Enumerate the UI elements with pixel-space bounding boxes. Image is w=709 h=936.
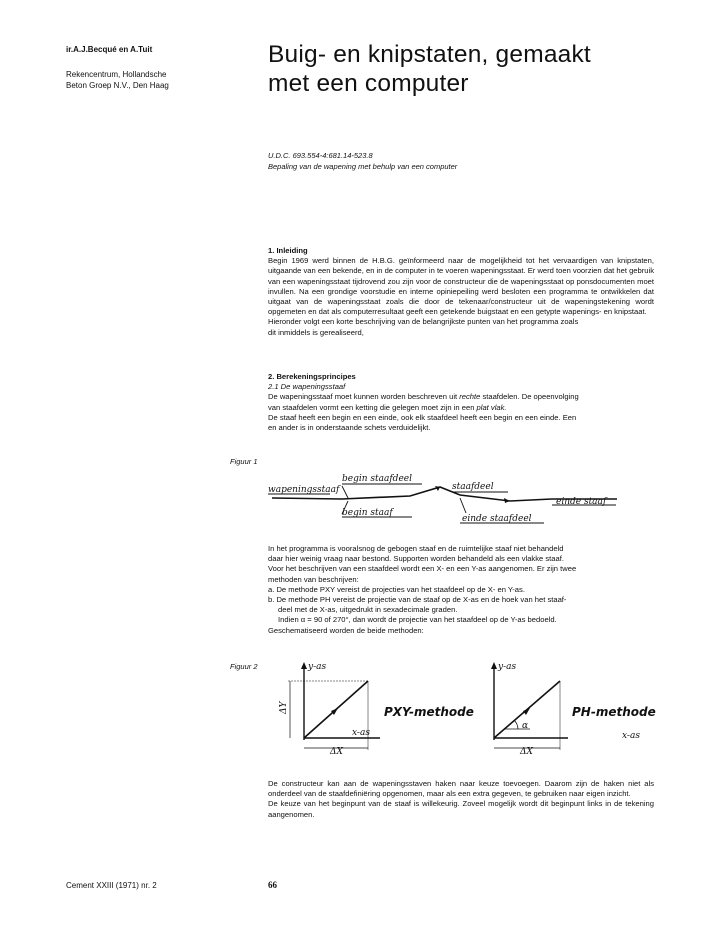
- alpha-label: α: [522, 721, 529, 731]
- subsection-heading: 2.1 De wapeningsstaaf: [268, 382, 346, 392]
- affiliation-line-1: Rekencentrum, Hollandsche: [66, 70, 167, 79]
- figure-1-sketch: [262, 468, 622, 530]
- arrow-up-icon: [491, 662, 497, 669]
- figure-2-sketch: [268, 656, 660, 756]
- affiliation-line-2: Beton Groep N.V., Den Haag: [66, 80, 169, 90]
- paragraph: De keuze van het beginpunt van de staaf is willekeurig. Zoveel mogelijk wordt dit beginpunt links in de tekening aangenomen.: [268, 799, 654, 819]
- label-staafdeel: staafdeel: [452, 482, 494, 492]
- section-heading: 2. Berekeningsprincipes: [268, 372, 356, 381]
- udc-block: [268, 151, 668, 172]
- dy-label: ΔY: [279, 701, 289, 714]
- paragraph-line: Hieronder volgt een korte beschrijving van de belangrijkste punten van het programma zoals: [268, 317, 579, 327]
- list-item-continuation: deel met de X-as, uitgedrukt in sexadecimale graden.: [278, 605, 458, 615]
- label-einde-staafdeel: einde staafdeel: [462, 514, 532, 524]
- figure-1-label: Figuur 1: [230, 457, 258, 466]
- section-heading: 1. Inleiding: [268, 246, 308, 255]
- paragraph-line: methoden van beschrijven:: [268, 574, 359, 584]
- article-title: [268, 40, 688, 98]
- label-eind-staaf: einde staaf: [556, 497, 607, 507]
- text-span: De wapeningsstaaf moet kunnen worden beschreven uit: [268, 392, 460, 402]
- paragraph-line: dit inmiddels is gerealiseerd,: [268, 327, 364, 337]
- y-axis-label-right: y-as: [498, 662, 517, 672]
- angle-arc: [514, 720, 518, 729]
- text-span: staafdelen. De opeenvolging: [480, 392, 579, 402]
- paragraph-line: [268, 392, 654, 402]
- arrow-up-icon: [301, 662, 307, 669]
- paragraph-line: In het programma is vooralsnog de gebogen staaf en de ruimtelijke staaf niet behandeld: [268, 544, 564, 553]
- emphasis: rechte: [459, 392, 481, 402]
- emphasis: plat vlak.: [476, 402, 507, 412]
- journal-reference: Cement XXIII (1971) nr. 2: [66, 881, 157, 890]
- paragraph-line: [268, 403, 654, 413]
- paragraph-line: Voor het beschrijven van een staafdeel wordt een X- en een Y-as aangenomen. Er zijn twee: [268, 564, 577, 574]
- paragraph-line: De staaf heeft een begin en een einde, ook elk staafdeel heeft een begin en een einde. Een: [268, 412, 577, 422]
- ph-method-label: PH-methode: [572, 705, 656, 719]
- dx-label-left: ΔX: [330, 747, 343, 756]
- text-span: van staafdelen vormt een ketting die gelegen moet zijn in een: [268, 402, 477, 412]
- x-axis-label-right: x-as: [622, 731, 640, 741]
- authors: ir.A.J.Becqué en A.Tuit: [66, 45, 153, 54]
- paragraph-line: Geschematiseerd worden de beide methoden:: [268, 625, 424, 635]
- paragraph-line: en ander is in onderstaande schets verduidelijkt.: [268, 423, 431, 433]
- list-item: b. De methode PH vereist de projectie van de staaf op de X-as en de hoek van het staaf-: [268, 595, 567, 605]
- paragraph: Begin 1969 werd binnen de H.B.G. geïnformeerd naar de mogelijkheid tot het vervaardigen van knipstaten, uitgaande van een bekende, en in de computer in te voeren wapeningsstaat. Er werd toen voorzien dat het gebruik van een wapeningsstaat tijdrovend zou zijn voor de constructeur die de wapeningsstaat op ponsdocumenten moet invullen. Na een grondige voorstudie en interne opiniepeiling werd besloten een programma te ontwikkelen dat uitgaat van de wapeningsstaat zoals die door de tekenaar/constructeur uit de wapeningstekening wordt opgemeten en dat als computerresultaat geeft een getekende buigstaat en een getypte wapenings- en knipstaat.: [268, 256, 654, 317]
- page-number: 66: [268, 880, 277, 890]
- figure-2-label: Figuur 2: [230, 662, 258, 671]
- paragraph: De constructeur kan aan de wapeningsstaven haken naar keuze toevoegen. Daarom zijn de haken niet als onderdeel van de staafdefiniëring opgenomen, maar als een extra gegeven, te gebruiken naar eigen inzicht.: [268, 779, 654, 799]
- list-item: a. De methode PXY vereist de projecties van het staafdeel op de X- en Y-as.: [268, 584, 525, 594]
- udc-code: U.D.C. 693.554-4:681.14-523.8: [268, 151, 373, 160]
- section-haken: [268, 779, 654, 820]
- label-begin-staaf: begin staaf: [342, 508, 393, 518]
- einde-staafdeel-pointer: [460, 498, 466, 513]
- section-methoden: [268, 544, 654, 636]
- label-begin-staafdeel: begin staafdeel: [342, 474, 412, 484]
- title-line-1: Buig- en knipstaten, gemaakt: [268, 41, 591, 68]
- pointer-line: [342, 486, 348, 498]
- dx-label-right: ΔX: [520, 747, 533, 756]
- list-item-continuation: Indien α = 90 of 270°, dan wordt de projectie van het staafdeel op de Y-as bedoeld.: [278, 615, 557, 625]
- article-subtitle: Bepaling van de wapening met behulp van een computer: [268, 161, 458, 171]
- section-berekeningsprincipes: [268, 372, 654, 433]
- section-inleiding: [268, 246, 654, 338]
- pxy-method-label: PXY-methode: [384, 705, 474, 719]
- affiliation: [66, 70, 216, 91]
- title-line-2: met een computer: [268, 70, 469, 97]
- label-wapeningsstaaf: wapeningsstaaf: [268, 485, 340, 495]
- paragraph-line: daar hier weinig vraag naar bestond. Supporten worden behandeld als een vlakke staaf.: [268, 554, 564, 564]
- x-axis-label-left: x-as: [352, 728, 370, 738]
- y-axis-label-left: y-as: [308, 662, 327, 672]
